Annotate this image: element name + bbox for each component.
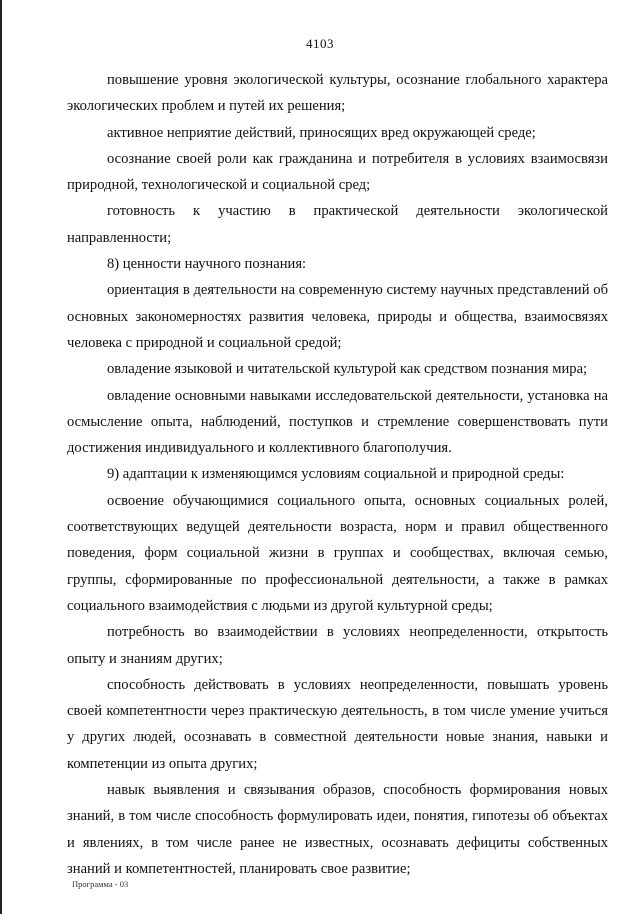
document-body [67, 67, 608, 882]
paragraph: способность действовать в условиях неопределенности, повышать уровень своей компетентности через практическую деятельность, в том числе умение учиться у других людей, осознавать в совместной деятельности новые знания, навыки и компетенции из опыта других; [67, 676, 608, 772]
paragraph: осознание своей роли как гражданина и потребителя в условиях взаимосвязи природной, технологической и социальной сред; [67, 150, 608, 194]
footer-label: Программа - 03 [72, 879, 129, 889]
paragraph: повышение уровня экологической культуры, осознание глобального характера экологических проблем и путей их решения; [67, 72, 608, 115]
paragraph: навык выявления и связывания образов, способность формирования новых знаний, в том числе способность формулировать идеи, понятия, гипотезы об объектах и явлениях, в том числе ранее не известных, осознавать дефициты собственных знаний и компетентностей, планировать свое развитие; [67, 782, 608, 877]
paragraph: активное неприятие действий, приносящих вред окружающей среде; [107, 124, 536, 141]
paragraph: овладение языковой и читательской культурой как средством познания мира; [107, 361, 588, 378]
section-heading-9: 9) адаптации к изменяющимся условиям социальной и природной среды: [107, 466, 565, 483]
paragraph: потребность во взаимодействии в условиях неопределенности, открытость опыту и знаниям других; [67, 624, 608, 667]
page-edge [0, 0, 2, 914]
paragraph: овладение основными навыками исследовательской деятельности, установка на осмысление опыта, наблюдений, поступков и стремление совершенствовать пути достижения индивидуального и коллективного благополучия. [67, 387, 608, 457]
page-number: 4103 [306, 36, 334, 51]
paragraph: освоение обучающимися социального опыта, основных социальных ролей, соответствующих ведущей деятельности возраста, норм и правил общественного поведения, форм социальной жизни в группах и сообществах, включая семью, группы, сформированные по профессиональной деятельности, а также в рамках социального взаимодействия с людьми из другой культурной среды; [67, 492, 608, 614]
paragraph: ориентация в деятельности на современную систему научных представлений об основных закономерностях развития человека, природы и общества, взаимосвязях человека с природной и социальной средой; [67, 282, 608, 351]
section-heading-8: 8) ценности научного познания: [107, 256, 307, 273]
paragraph: готовность к участию в практической деятельности экологической направленности; [67, 203, 608, 246]
